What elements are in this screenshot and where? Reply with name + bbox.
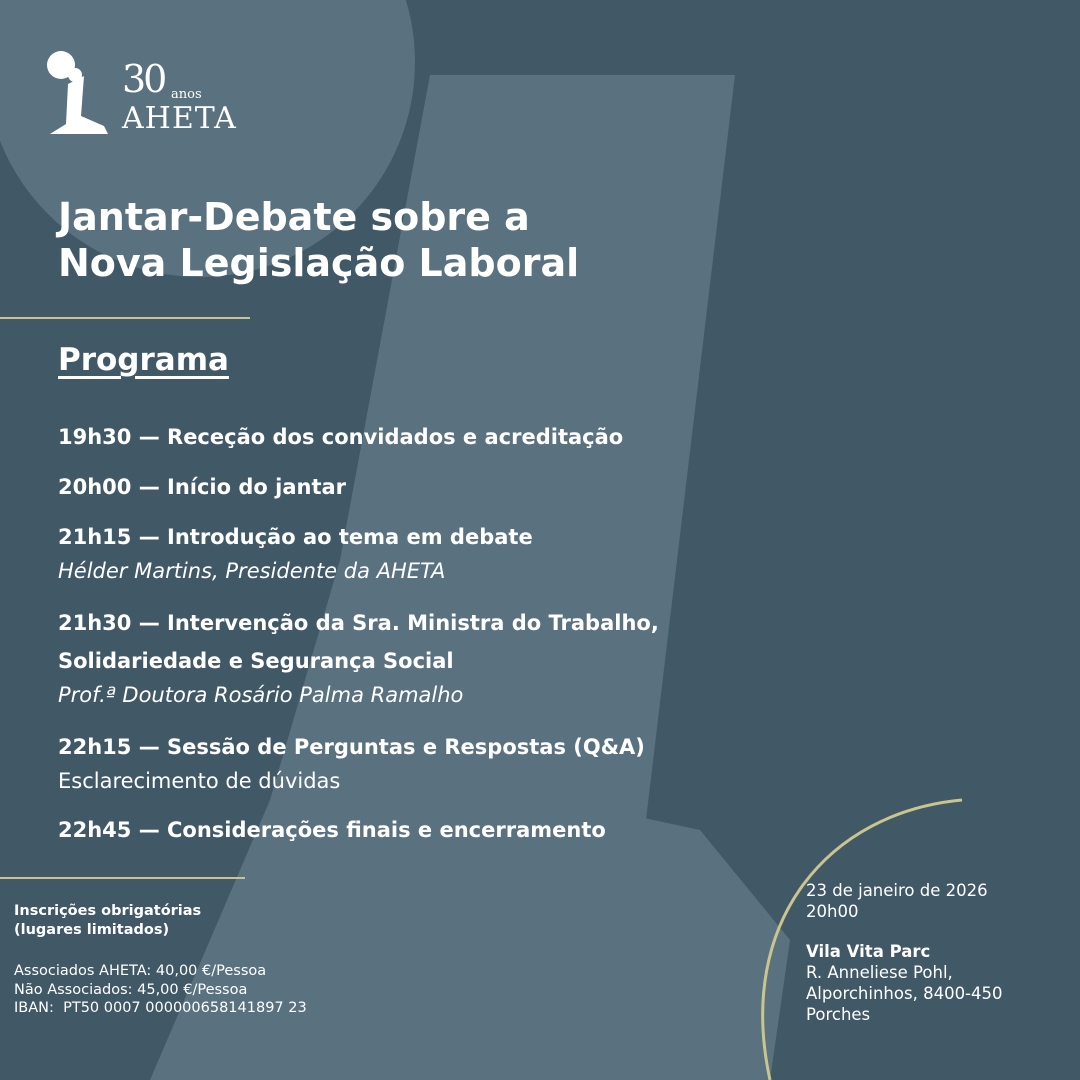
program-item-title: 19h30 — Receção dos convidados e acreditação [58, 425, 624, 449]
venue-address-line2: Alporchinhos, 8400-450 [806, 984, 1003, 1003]
program-item [58, 468, 758, 506]
program-item-speaker: Hélder Martins, Presidente da AHETA [58, 559, 446, 583]
program-item-title: 21h15 — Introdução ao tema em debate [58, 525, 533, 549]
program-item [58, 418, 758, 456]
logo-anniversary-number: 30 [122, 57, 165, 101]
program-item [58, 604, 758, 710]
aheta-logo [44, 46, 254, 142]
registration-title-line1: Inscrições obrigatórias [14, 903, 202, 919]
event-title [58, 194, 758, 286]
registration-info [14, 902, 394, 1018]
logo-anniversary-word: anos [171, 87, 202, 102]
logo-organization-name: AHETA [122, 101, 237, 136]
event-details [806, 880, 1066, 1025]
program-item-speaker: Prof.ª Doutora Rosário Palma Ramalho [58, 683, 464, 707]
program-item-title: 22h15 — Sessão de Perguntas e Respostas (Q&A) [58, 735, 645, 759]
program-item-title: 21h30 — Intervenção da Sra. Ministra do Trabalho, Solidariedade e Segurança Social [58, 611, 659, 673]
registration-title [14, 902, 394, 940]
registration-prices [14, 962, 394, 1018]
program-item [58, 811, 758, 849]
iban-number: IBAN: PT50 0007 000000658141897 23 [14, 1000, 307, 1016]
program-item [58, 728, 758, 796]
program-item-title: 20h00 — Início do jantar [58, 475, 347, 499]
event-title-line1: Jantar-Debate sobre a [58, 195, 530, 239]
price-members: Associados AHETA: 40,00 €/Pessoa [14, 963, 267, 979]
venue-address-line3: Porches [806, 1005, 871, 1024]
program-heading: Programa [58, 342, 229, 378]
event-date: 23 de janeiro de 2026 [806, 881, 988, 900]
logo-figure-icon [44, 46, 124, 138]
venue-address-line1: R. Anneliese Pohl, [806, 963, 953, 982]
registration-title-line2: (lugares limitados) [14, 922, 170, 938]
venue-name: Vila Vita Parc [806, 942, 931, 961]
program-item [58, 518, 758, 586]
program-item-title: 22h45 — Considerações finais e encerramento [58, 818, 606, 842]
program-item-note: Esclarecimento de dúvidas [58, 769, 341, 793]
price-non-members: Não Associados: 45,00 €/Pessoa [14, 981, 248, 998]
event-title-line2: Nova Legislação Laboral [58, 241, 580, 285]
event-time: 20h00 [806, 902, 859, 921]
